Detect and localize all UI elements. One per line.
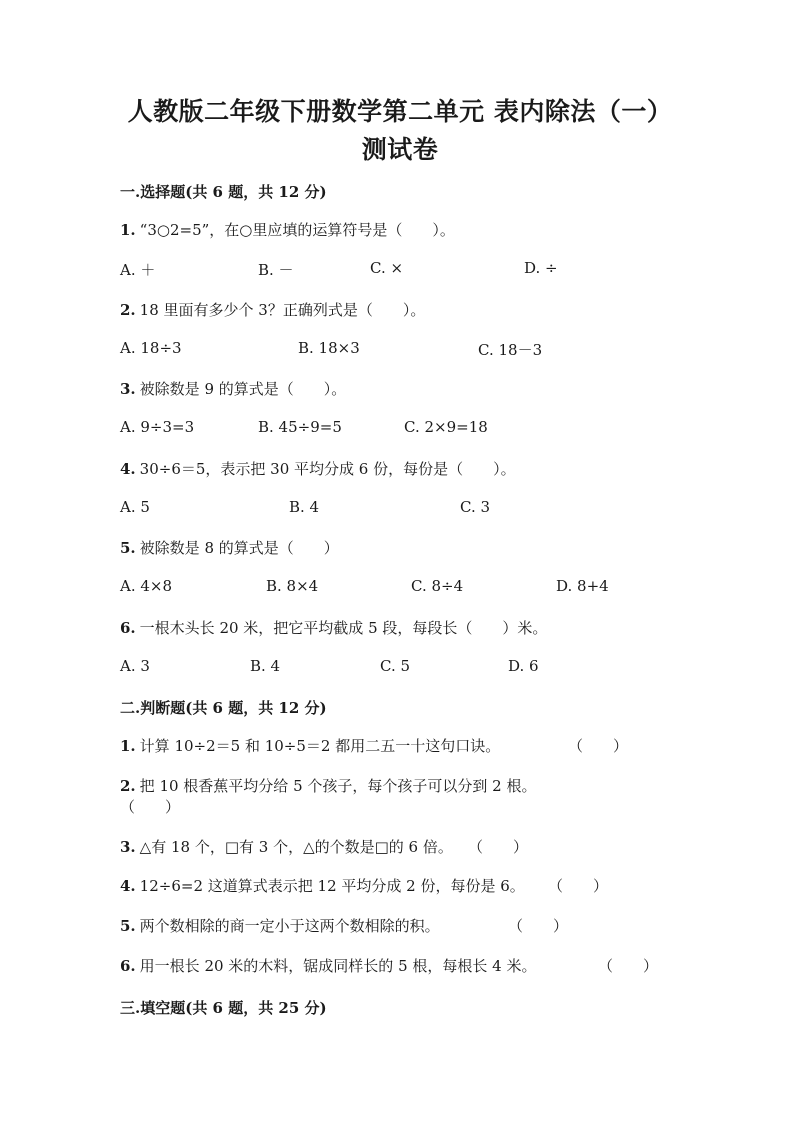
page-title-line1: 人教版二年级下册数学第二单元 表内除法（一） <box>127 97 673 126</box>
judgement-6 <box>120 955 536 976</box>
page-title-line2: 测试卷 <box>361 135 439 164</box>
question-text: 计算 10÷2＝5 和 10÷5＝2 都用二五一十这句口诀。 <box>139 737 501 755</box>
judgement-2 <box>120 775 536 796</box>
option-d: D. ÷ <box>524 259 558 277</box>
option-c: C. 8÷4 <box>411 577 464 595</box>
option-c: C. 5 <box>380 657 411 675</box>
option-a: A. 9÷3=3 <box>120 418 195 436</box>
question-number: 3. <box>120 380 136 398</box>
question-text: 被除数是 9 的算式是（ ）。 <box>139 380 347 398</box>
option-a: A. 18÷3 <box>120 339 182 357</box>
option-c: C. 2×9=18 <box>404 418 488 436</box>
answer-parentheses: （ ） <box>468 838 529 856</box>
option-c: C. 3 <box>460 498 491 516</box>
answer-parentheses: （ ） <box>568 737 629 755</box>
question-number: 5. <box>120 539 136 557</box>
question-number: 6. <box>120 957 136 975</box>
judgement-3 <box>120 836 453 857</box>
judgement-5 <box>120 915 440 936</box>
option-a: A. ＋ <box>120 261 156 279</box>
question-number: 6. <box>120 619 136 637</box>
answer-parentheses: （ ） <box>508 917 569 935</box>
option-d: D. 6 <box>508 657 539 675</box>
question-6 <box>120 617 547 638</box>
question-number: 1. <box>120 221 136 239</box>
question-number: 2. <box>120 777 136 795</box>
question-5 <box>120 537 339 558</box>
section-heading-judgement: 二.判断题(共 6 题，共 12 分) <box>120 699 327 717</box>
option-b: B. － <box>258 261 294 279</box>
judgement-1 <box>120 735 500 756</box>
question-text: 两个数相除的商一定小于这两个数相除的积。 <box>139 917 440 935</box>
question-text: 把 10 根香蕉平均分给 5 个孩子，每个孩子可以分到 2 根。 <box>139 777 537 795</box>
section-heading-choice: 一.选择题(共 6 题，共 12 分) <box>120 183 327 201</box>
option-b: B. 8×4 <box>266 577 319 595</box>
question-2 <box>120 299 425 320</box>
option-b: B. 18×3 <box>298 339 360 357</box>
question-text: 一根木头长 20 米，把它平均截成 5 段，每段长（ ）米。 <box>139 619 548 637</box>
question-number: 4. <box>120 877 136 895</box>
question-number: 5. <box>120 917 136 935</box>
question-number: 2. <box>120 301 136 319</box>
answer-parentheses: （ ） <box>548 877 609 895</box>
option-a: A. 4×8 <box>120 577 173 595</box>
answer-parentheses: （ ） <box>120 798 181 816</box>
judgement-4 <box>120 875 525 896</box>
question-text: 用一根长 20 米的木料，锯成同样长的 5 根，每根长 4 米。 <box>139 957 537 975</box>
question-text: “3○2=5”，在○里应填的运算符号是（ ）。 <box>139 221 455 239</box>
question-number: 4. <box>120 460 136 478</box>
question-text: 30÷6＝5，表示把 30 平均分成 6 份，每份是（ ）。 <box>139 460 516 478</box>
question-text: 18 里面有多少个 3？正确列式是（ ）。 <box>139 301 426 319</box>
option-b: B. 45÷9=5 <box>258 418 342 436</box>
question-text: 12÷6=2 这道算式表示把 12 平均分成 2 份，每份是 6。 <box>139 877 525 895</box>
section-heading-fill-blank: 三.填空题(共 6 题，共 25 分) <box>120 999 327 1017</box>
question-4 <box>120 458 516 479</box>
question-text: △有 18 个，□有 3 个，△的个数是□的 6 倍。 <box>139 838 453 856</box>
option-b: B. 4 <box>289 498 320 516</box>
question-number: 1. <box>120 737 136 755</box>
option-a: A. 5 <box>120 498 150 516</box>
option-d: D. 8+4 <box>556 577 609 595</box>
question-number: 3. <box>120 838 136 856</box>
option-c: C. × <box>370 259 404 277</box>
option-a: A. 3 <box>120 657 150 675</box>
option-b: B. 4 <box>250 657 281 675</box>
question-text: 被除数是 8 的算式是（ ） <box>139 539 339 557</box>
answer-parentheses: （ ） <box>598 957 659 975</box>
option-c: C. 18－3 <box>478 341 543 359</box>
question-3 <box>120 378 346 399</box>
question-1 <box>120 219 455 240</box>
